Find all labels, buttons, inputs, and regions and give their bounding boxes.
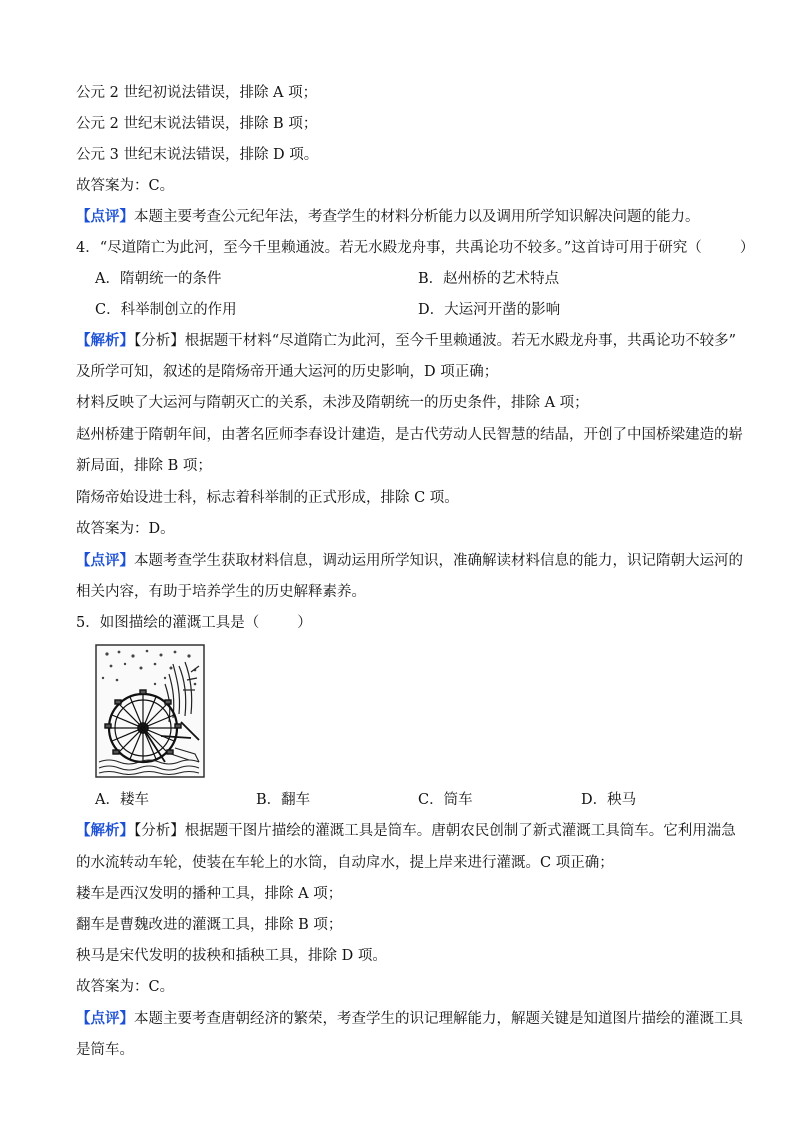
q5-analysis-head: 【分析】根据题干图片描绘的灌溉工具是筒车。唐朝农民创制了新式灌溉工具筒车。它利用湍急 [134,823,736,839]
q3-answer: 故答案为：C。 [76,178,175,194]
q4-option-d: D．大运河开凿的影响 [418,302,561,318]
comment-tag: 【点评】 [76,1010,134,1027]
q3-comment-text: 本题主要考查公元纪年法，考查学生的材料分析能力以及调用所学知识解决问题的能力。 [134,209,700,225]
q4-analysis-line-6: 隋炀帝始设进士科，标志着科举制的正式形成，排除 C 项。 [76,490,459,506]
q3-explanation-line-1: 公元 2 世纪初说法错误，排除 A 项； [76,85,318,101]
comment-tag: 【点评】 [76,208,134,225]
q4-analysis-line-2: 及所学可知，叙述的是隋炀帝开通大运河的历史影响，D 项正确； [76,364,499,380]
q5-comment-text-1: 本题主要考查唐朝经济的繁荣，考查学生的识记理解能力，解题关键是知道图片描绘的灌溉工具 [134,1011,743,1027]
q3-comment [76,208,756,226]
q5-paren-close: ） [297,615,312,631]
q4-answer: 故答案为：D。 [76,521,175,537]
q5-comment-line-2: 是筒车。 [76,1042,134,1058]
q5-option-a: A．耧车 [95,792,149,808]
q5-stem-text: 5．如图描绘的灌溉工具是（ [76,615,260,631]
q4-option-b: B．赵州桥的艺术特点 [418,271,560,287]
q4-stem [76,239,756,257]
q4-comment-text-1: 本题考查学生获取材料信息，调动运用所学知识，准确解读材料信息的能力，识记隋朝大运河的 [134,553,743,569]
q5-analysis-line-1 [76,822,756,840]
water-wheel-illustration [95,644,205,778]
q4-analysis-line-3: 材料反映了大运河与隋朝灭亡的关系，未涉及隋朝统一的历史条件，排除 A 项； [76,395,589,411]
q4-comment-line-2: 相关内容，有助于培养学生的历史解释素养。 [76,584,366,600]
q4-analysis-line-4: 赵州桥建于隋朝年间，由著名匠师李春设计建造，是古代劳动人民智慧的结晶，开创了中国桥梁建造的崭 [76,427,743,443]
q4-stem-text: 4．“尽道隋亡为此河，至今千里赖通波。若无水殿龙舟事，共禹论功不较多。”这首诗可用于研究（ [76,240,702,256]
q4-comment-line-1 [76,552,756,570]
q5-analysis-line-3: 耧车是西汉发明的播种工具，排除 A 项； [76,886,343,902]
q4-paren-close: ） [739,240,755,256]
q5-stem [76,614,756,632]
analysis-tag: 【解析】 [76,822,134,839]
q5-comment-line-1 [76,1010,756,1028]
q3-explanation-line-2: 公元 2 世纪末说法错误，排除 B 项； [76,116,318,132]
q4-analysis-line-5: 新局面，排除 B 项； [76,458,212,474]
q5-analysis-line-2: 的水流转动车轮，使装在车轮上的水筒，自动戽水，提上岸来进行灌溉。C 项正确； [76,855,614,871]
q5-option-b: B．翻车 [256,792,311,808]
q5-option-c: C．筒车 [418,792,473,808]
q4-analysis-line-1 [76,332,756,350]
q5-analysis-line-4: 翻车是曹魏改进的灌溉工具，排除 B 项； [76,917,343,933]
q5-analysis-line-5: 秧马是宋代发明的拔秧和插秧工具，排除 D 项。 [76,948,387,964]
q4-option-a: A．隋朝统一的条件 [95,271,222,287]
q4-option-c: C．科举制创立的作用 [95,302,237,318]
comment-tag: 【点评】 [76,552,134,569]
q5-option-d: D．秧马 [581,792,637,808]
analysis-tag: 【解析】 [76,332,134,349]
q5-answer: 故答案为：C。 [76,979,175,995]
q4-analysis-head: 【分析】根据题干材料“尽道隋亡为此河，至今千里赖通波。若无水殿龙舟事，共禹论功不较多” [134,333,737,349]
q3-explanation-line-3: 公元 3 世纪末说法错误，排除 D 项。 [76,147,319,163]
